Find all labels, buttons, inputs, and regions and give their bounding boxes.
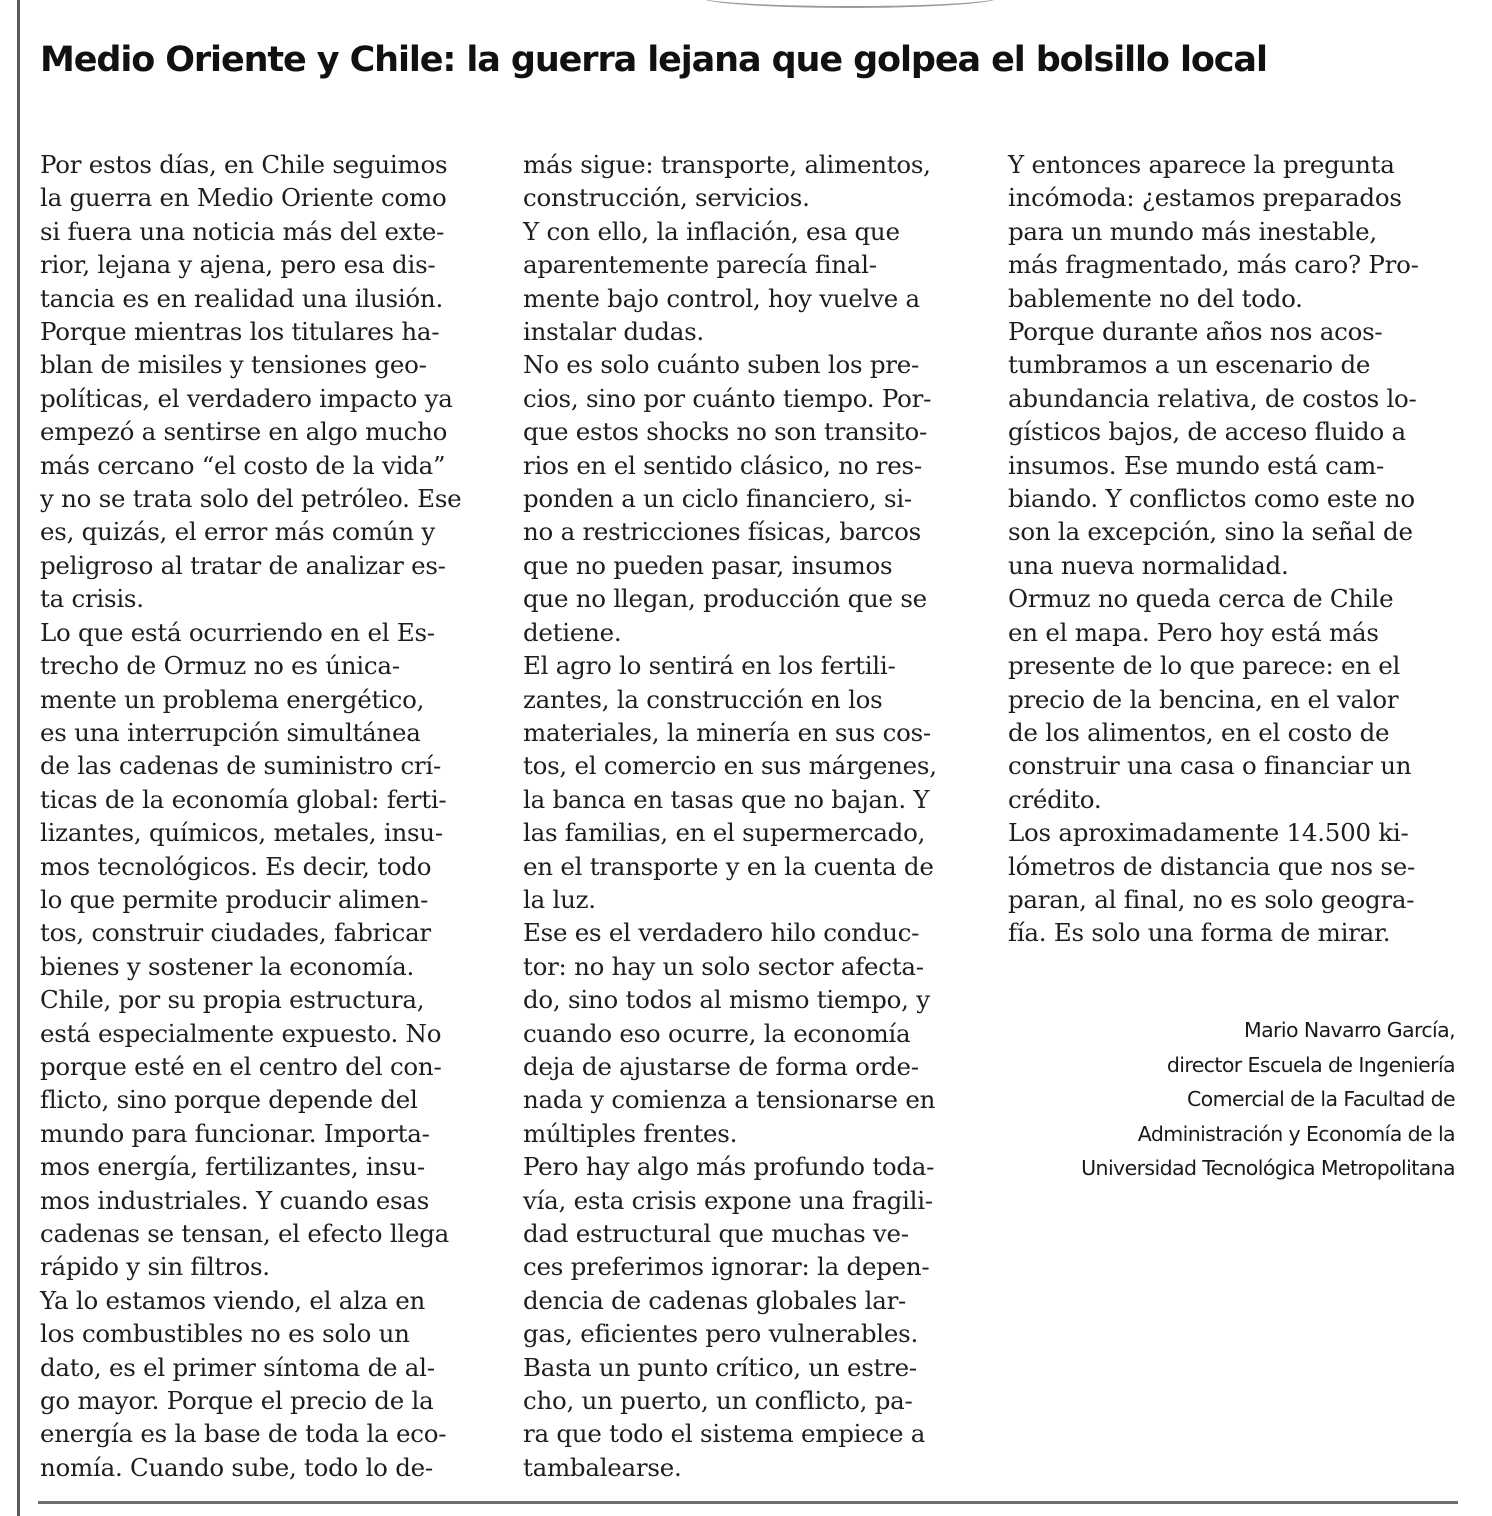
text-line: más cercano “el costo de la vida” [40,450,446,480]
text-line: tos, el comercio en sus márgenes, [523,751,937,781]
text-line: Pero hay algo más profundo toda- [523,1152,935,1182]
text-line: ta crisis. [40,584,144,614]
text-line: materiales, la minería en sus cos- [523,717,931,747]
text-line: cios, sino por cuánto tiempo. Por- [523,383,932,413]
text-line: políticas, el verdadero impacto ya [40,383,453,413]
text-line: vía, esta crisis expone una fragili- [523,1185,933,1215]
text-line: dad estructural que muchas ve- [523,1219,909,1248]
text-line: que no llegan, producción que se [523,584,927,614]
left-margin-rule [17,0,20,1516]
text-line: No es solo cuánto suben los pre- [523,350,920,380]
text-line: insumos. Ese mundo está cam- [1008,450,1385,480]
text-line: tos, construir ciudades, fabricar [40,918,431,948]
text-line: tumbramos a un escenario de [1008,350,1371,380]
text-line: empezó a sentirse en algo mucho [40,417,448,447]
text-line: rápido y sin filtros. [40,1252,270,1282]
text-line: incómoda: ¿estamos preparados [1008,183,1402,213]
text-line: construir una casa o financiar un [1008,751,1412,781]
article-column-2 [523,148,993,1484]
text-line: abundancia relativa, de costos lo- [1008,383,1417,413]
text-line: rior, lejana y ajena, pero esa dis- [40,250,436,280]
article-column-1 [40,148,500,1484]
text-line: mos industriales. Y cuando esas [40,1185,430,1215]
text-line: mente bajo control, hoy vuelve a [523,283,920,313]
text-line: gas, eficientes pero vulnerables. [523,1319,918,1349]
text-line: Por estos días, en Chile seguimos [40,150,448,179]
text-line: gísticos bajos, de acceso fluido a [1008,417,1406,447]
text-line: la guerra en Medio Oriente como [40,183,447,213]
text-line: Y con ello, la inflación, esa que [523,216,900,246]
text-line: crédito. [1008,784,1102,814]
text-line: ponden a un ciclo financiero, si- [523,484,912,514]
text-line: las familias, en el supermercado, [523,818,926,848]
text-line: para un mundo más inestable, [1008,216,1377,246]
text-line: biando. Y conflictos como este no [1008,484,1415,514]
text-line: instalar dudas. [523,317,704,347]
text-line: Chile, por su propia estructura, [40,985,425,1015]
text-line: que no pueden pasar, insumos [523,550,893,580]
text-line: El agro lo sentirá en los fertili- [523,651,896,681]
text-line: tancia es en realidad una ilusión. [40,283,443,313]
text-line: energía es la base de toda la eco- [40,1419,447,1449]
text-line: lo que permite producir alimen- [40,884,429,914]
text-line: aparentemente parecía final- [523,250,877,280]
text-line: peligroso al tratar de analizar es- [40,550,446,580]
byline-line: Comercial de la Facultad de [1186,1087,1455,1111]
text-line: Y entonces aparece la pregunta [1008,150,1395,179]
text-line: es una interrupción simultánea [40,717,421,747]
text-line: Ormuz no queda cerca de Chile [1008,584,1394,614]
text-line: zantes, la construcción en los [523,684,883,714]
text-line: rios en el sentido clásico, no res- [523,450,922,480]
text-line: la luz. [523,884,596,914]
text-line: dato, es el primer síntoma de al- [40,1352,435,1382]
text-line: Lo que está ocurriendo en el Es- [40,617,435,647]
text-line: Los aproximadamente 14.500 ki- [1008,818,1409,848]
text-line: fía. Es solo una forma de mirar. [1008,918,1391,948]
text-line: ticas de la economía global: ferti- [40,784,447,814]
text-line: en el mapa. Pero hoy está más [1008,617,1379,647]
text-line: está especialmente expuesto. No [40,1018,442,1048]
text-line: Ese es el verdadero hilo conduc- [523,918,920,948]
text-line: go mayor. Porque el precio de la [40,1386,434,1416]
text-line: lizantes, químicos, metales, insu- [40,818,443,848]
text-line: cuando eso ocurre, la economía [523,1018,911,1048]
text-line: mos tecnológicos. Es decir, todo [40,851,432,881]
text-line: tambalearse. [523,1452,682,1482]
byline-line: Universidad Tecnológica Metropolitana [1081,1156,1455,1180]
text-line: la banca en tasas que no bajan. Y [523,784,930,814]
text-line: lómetros de distancia que nos se- [1008,851,1415,881]
text-line: Basta un punto crítico, un estre- [523,1352,917,1382]
article-headline: Medio Oriente y Chile: la guerra lejana que golpea el bolsillo local [40,40,1267,80]
text-line: paran, al final, no es solo geogra- [1008,884,1415,914]
author-byline [1081,1013,1455,1186]
text-line: blan de misiles y tensiones geo- [40,350,427,380]
text-line: construcción, servicios. [523,183,810,213]
text-line: Ya lo estamos viendo, el alza en [40,1285,426,1315]
text-line: nada y comienza a tensionarse en [523,1085,936,1115]
text-line: tor: no hay un solo sector afecta- [523,951,924,981]
text-line: flicto, sino porque depende del [40,1085,418,1115]
text-line: do, sino todos al mismo tiempo, y [523,985,930,1015]
text-line: dencia de cadenas globales lar- [523,1285,907,1315]
top-fold-edge [700,0,1000,8]
text-line: cadenas se tensan, el efecto llega [40,1219,450,1248]
text-line: Porque mientras los titulares ha- [40,317,440,347]
text-line: es, quizás, el error más común y [40,517,435,547]
text-line: en el transporte y en la cuenta de [523,851,934,881]
text-line: más fragmentado, más caro? Pro- [1008,250,1419,280]
text-line: bienes y sostener la economía. [40,951,414,981]
text-line: mundo para funcionar. Importa- [40,1118,430,1148]
text-line: bablemente no del todo. [1008,283,1303,313]
text-line: precio de la bencina, en el valor [1008,684,1399,714]
text-line: de las cadenas de suministro crí- [40,751,442,781]
byline-line: director Escuela de Ingeniería [1166,1052,1455,1077]
text-line: no a restricciones físicas, barcos [523,517,921,547]
text-line: mos energía, fertilizantes, insu- [40,1152,425,1182]
text-line: que estos shocks no son transito- [523,417,927,447]
text-line: Porque durante años nos acos- [1008,317,1383,347]
text-line: detiene. [523,617,622,647]
byline-line: Administración y Economía de la [1137,1121,1455,1146]
text-line: mente un problema energético, [40,684,425,714]
text-line: y no se trata solo del petróleo. Ese [40,484,462,514]
article-column-3 [1008,148,1468,950]
text-line: deja de ajustarse de forma orde- [523,1051,919,1081]
text-line: si fuera una noticia más del exte- [40,216,445,246]
text-line: presente de lo que parece: en el [1008,651,1401,681]
text-line: porque esté en el centro del con- [40,1051,442,1081]
text-line: ces preferimos ignorar: la depen- [523,1252,930,1282]
text-line: múltiples frentes. [523,1118,738,1148]
text-line: los combustibles no es solo un [40,1319,410,1349]
text-line: una nueva normalidad. [1008,550,1289,580]
text-line: cho, un puerto, un conflicto, pa- [523,1386,913,1416]
byline-line: Mario Navarro García, [1244,1018,1455,1042]
text-line: trecho de Ormuz no es única- [40,651,400,681]
text-line: más sigue: transporte, alimentos, [523,150,931,179]
text-line: son la excepción, sino la señal de [1008,517,1413,547]
text-line: de los alimentos, en el costo de [1008,717,1390,747]
text-line: nomía. Cuando sube, todo lo de- [40,1452,433,1482]
text-line: ra que todo el sistema empiece a [523,1419,926,1449]
bottom-divider [38,1501,1458,1504]
